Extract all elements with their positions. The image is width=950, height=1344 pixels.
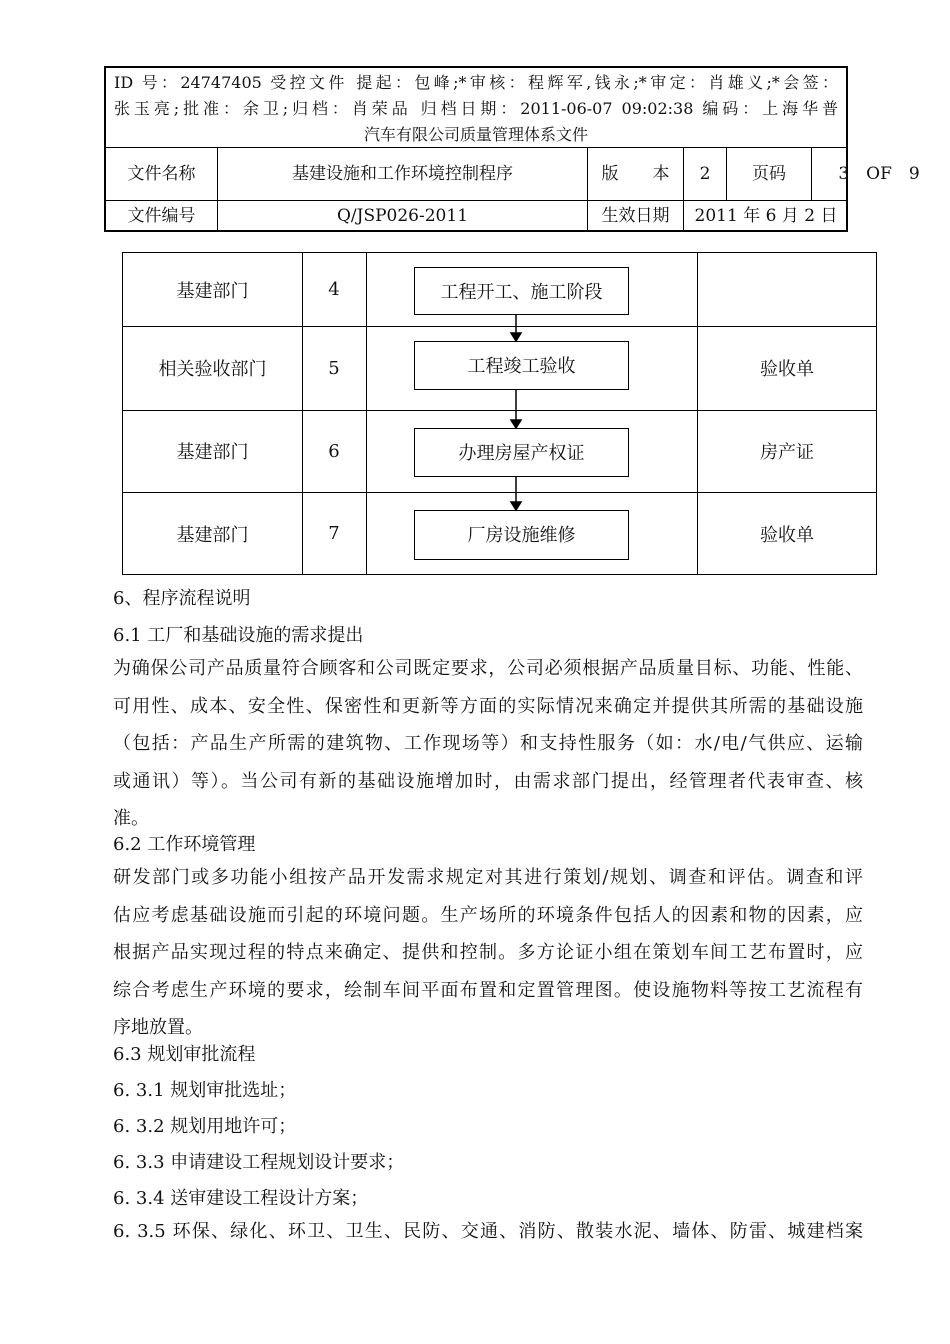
paragraph-line: 根据产品实现过程的特点来确定、提供和控制。多方论证小组在策划车间工艺布置时，应 xyxy=(113,942,863,964)
arrow-head-icon xyxy=(511,420,521,428)
page-value: 3 OF 9 xyxy=(838,164,920,184)
arrow-head-icon xyxy=(511,502,521,510)
flow-step-cell: 5 xyxy=(328,357,340,379)
section-6-3-5: 6. 3.5 环保、绿化、环卫、卫生、民防、交通、消防、散装水泥、墙体、防雷、城建档案 xyxy=(113,1221,863,1242)
arrow-head-icon xyxy=(511,333,521,341)
header-row-file-name xyxy=(106,148,920,201)
meta-line-1: ID 号：24747405 受控文件 提起：包峰;*审核：程辉军,钱永;*审定：肖雄义;*会签： xyxy=(114,73,838,92)
header-row-file-no xyxy=(106,200,846,232)
section-6-3-2: 6. 3.2 规划用地许可； xyxy=(113,1116,297,1137)
paragraph-line: 或通讯）等）。当公司有新的基础设施增加时，由需求部门提出，经管理者代表审查、核 xyxy=(113,770,863,792)
flow-step-cell: 6 xyxy=(328,440,340,462)
paragraph-line: 可用性、成本、安全性、保密性和更新等方面的实际情况来确定并提供其所需的基础设施 xyxy=(113,695,863,717)
file-no-value: Q/JSP026-2011 xyxy=(218,200,588,232)
section-6-title: 6、程序流程说明 xyxy=(113,588,251,609)
file-no-label: 文件编号 xyxy=(106,200,218,232)
flow-step-box: 工程开工、施工阶段 xyxy=(414,267,629,315)
effective-date-value: 2011 年 6 月 2 日 xyxy=(694,206,838,226)
section-6-2-paragraph xyxy=(113,859,863,1047)
flow-record-cell: 房产证 xyxy=(760,442,814,463)
file-name-value: 基建设施和工作环境控制程序 xyxy=(218,148,588,200)
document-meta xyxy=(106,68,846,148)
page-label: 页码 xyxy=(727,148,812,200)
paragraph-line: 估应考虑基础设施而引起的环境问题。生产场所的环境条件包括人的因素和物的因素，应 xyxy=(113,904,863,926)
flow-arrows xyxy=(123,253,876,574)
section-6-3-title: 6.3 规划审批流程 xyxy=(113,1044,256,1065)
paragraph-line: 准。 xyxy=(113,808,149,830)
document-header xyxy=(104,66,920,232)
section-6-3-3: 6. 3.3 申请建设工程规划设计要求； xyxy=(113,1152,405,1173)
section-6-1-paragraph xyxy=(113,650,863,838)
flow-dept-cell: 相关验收部门 xyxy=(158,359,267,380)
process-flow-table xyxy=(122,252,877,575)
paragraph-line: 序地放置。 xyxy=(113,1017,203,1039)
flow-dept-cell: 基建部门 xyxy=(176,280,249,302)
flow-record-cell: 验收单 xyxy=(760,359,814,380)
meta-line-3: 汽车有限公司质量管理体系文件 xyxy=(363,125,588,144)
flow-dept-cell: 基建部门 xyxy=(176,524,249,546)
version-value: 2 xyxy=(684,148,727,200)
flow-step-cell: 4 xyxy=(328,279,340,300)
flow-dept-cell: 基建部门 xyxy=(176,442,249,463)
section-6-1-title: 6.1 工厂和基础设施的需求提出 xyxy=(113,625,364,646)
paragraph-line: 为确保公司产品质量符合顾客和公司既定要求，公司必须根据产品质量目标、功能、性能、 xyxy=(113,658,863,679)
flow-step-cell: 7 xyxy=(328,523,340,544)
flow-step-box: 厂房设施维修 xyxy=(414,510,629,560)
paragraph-line: 综合考虑生产环境的要求，绘制车间平面布置和定置管理图。使设施物料等按工艺流程有 xyxy=(113,979,863,1001)
section-6-3-5-paragraph xyxy=(113,1213,863,1251)
paragraph-line: 研发部门或多功能小组按产品开发需求规定对其进行策划/规划、调查和评估。调查和评 xyxy=(113,867,863,888)
meta-line-2: 张玉亮;批准：余卫;归档：肖荣品 归档日期：2011-06-07 09:02:38 编码：上海华普 xyxy=(114,99,838,118)
section-6-3-4: 6. 3.4 送审建设工程设计方案； xyxy=(113,1188,369,1209)
paragraph-line: （包括：产品生产所需的建筑物、工作现场等）和支持性服务（如：水/电/气供应、运输 xyxy=(113,733,863,755)
flow-record-cell: 验收单 xyxy=(760,524,814,546)
flow-step-box: 办理房屋产权证 xyxy=(414,428,629,477)
section-6-3-1: 6. 3.1 规划审批选址； xyxy=(113,1080,297,1101)
effective-date-label: 生效日期 xyxy=(588,200,684,232)
version-label: 版 本 xyxy=(588,148,684,200)
file-name-label: 文件名称 xyxy=(106,148,218,200)
flow-step-box: 工程竣工验收 xyxy=(414,341,629,390)
section-6-2-title: 6.2 工作环境管理 xyxy=(113,834,256,855)
